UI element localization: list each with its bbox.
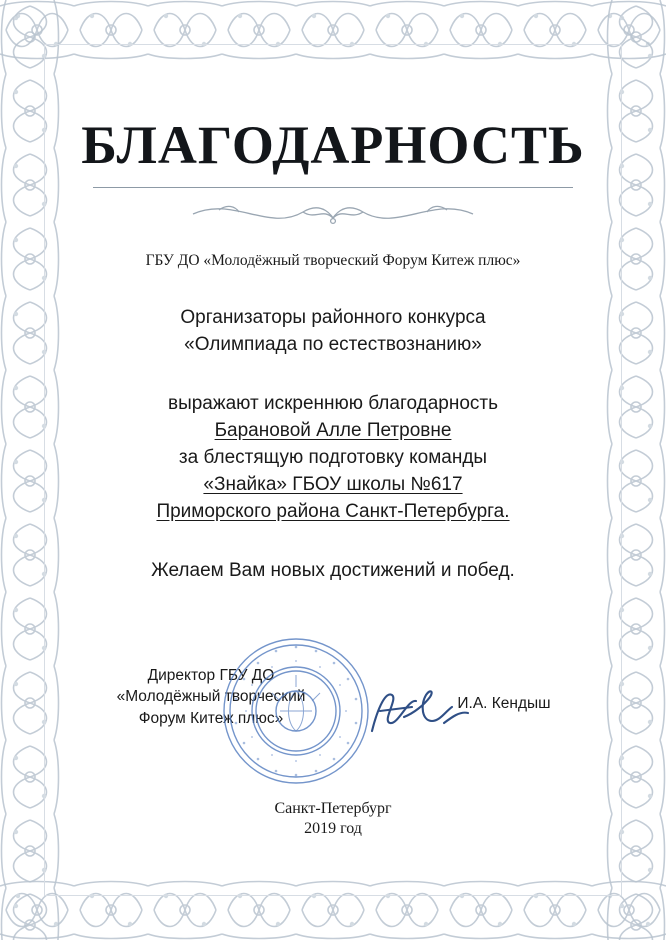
signature-area <box>60 643 606 793</box>
title-divider <box>93 187 573 188</box>
reason-line: за блестящую подготовку команды <box>178 447 488 469</box>
signer-name: И.А. Кендыш <box>457 694 551 712</box>
issue-year: 2019 год <box>304 820 362 838</box>
certificate-title: БЛАГОДАРНОСТЬ <box>81 115 585 175</box>
official-stamp-icon <box>220 635 372 787</box>
district-city: Приморского района Санкт-Петербурга. <box>156 501 510 523</box>
recipient-name: Барановой Алле Петровне <box>214 420 452 442</box>
wish-line: Желаем Вам новых достижений и побед. <box>151 560 515 581</box>
ornament-bottom-icon <box>0 880 666 940</box>
ornament-right-icon <box>606 0 666 940</box>
contest-line-2: «Олимпиада по естествознанию» <box>184 334 482 356</box>
issue-place: Санкт-Петербург <box>274 799 392 817</box>
ornament-left-icon <box>0 0 60 940</box>
gratitude-line: выражают искреннюю благодарность <box>167 393 499 415</box>
issuing-organization: ГБУ ДО «Молодёжный творческий Форум Китеж плюс» <box>145 252 521 270</box>
contest-block <box>60 305 606 359</box>
contest-line-1: Организаторы районного конкурса <box>180 307 486 329</box>
flourish-ornament-icon <box>183 194 483 228</box>
signer-position-line-3: Форум Китеж плюс» <box>138 709 284 727</box>
signer-position-line-2: «Молодёжный творческий <box>116 688 306 706</box>
certificate-content <box>60 60 606 880</box>
ornament-top-icon <box>0 0 666 60</box>
body-block <box>60 391 606 526</box>
team-school: «Знайка» ГБОУ школы №617 <box>203 474 463 496</box>
signer-position-line-1: Директор ГБУ ДО <box>147 666 275 684</box>
